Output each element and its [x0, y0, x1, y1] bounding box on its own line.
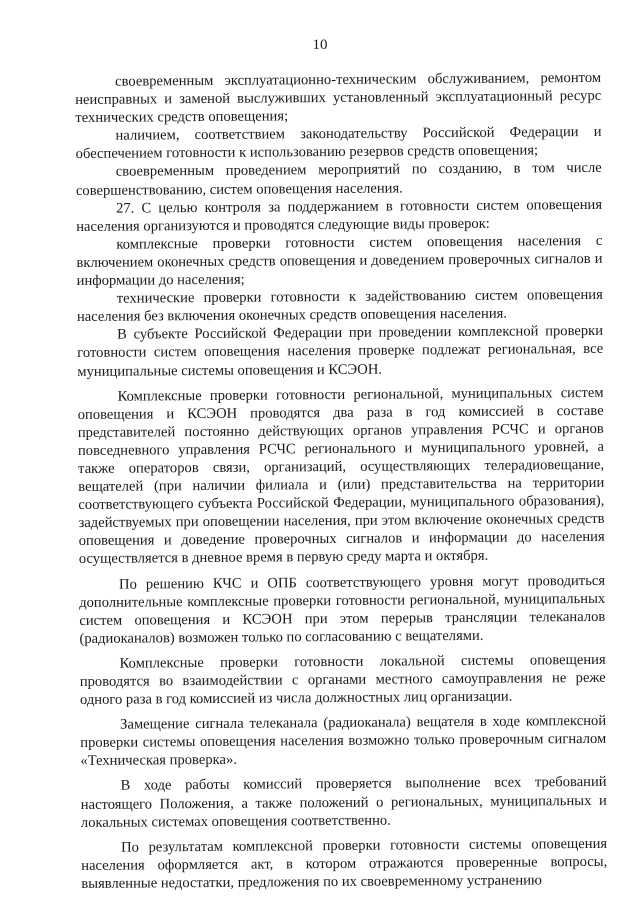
- paragraph-8: Комплексные проверки готовности региональной, муниципальных систем оповещения и КСЭОН проводятся два раза в год комиссией в составе представителей постоянно действующих органов управления РСЧС и органов повседневного управления РСЧС регионального и муниципального уровней, а также операторов связи, организаций, осуществляющих телерадиовещание, вещателей (при наличии филиала и (или) представительства на территории соответствующего субъекта Российской Федерации, муниципального образования), задействуемых при оповещении населения, при этом включение оконечных средств оповещения и доведение проверочных сигналов и информации до населения осуществляется в дневное время в первую среду марта и октября.: [77, 384, 605, 568]
- page-number: 10: [312, 37, 328, 53]
- paragraph-4: 27. С целью контроля за поддержанием в готовности систем оповещения населения организуются и проводятся следующие виды проверок:: [76, 196, 603, 235]
- paragraph-12: В ходе работы комиссий проверяется выполнение всех требований настоящего Положения, а также положений о региональных, муниципальных и локальных системах оповещения соответственно.: [80, 774, 607, 831]
- paragraph-7: В субъекте Российской Федерации при проведении комплексной проверки готовности систем оповещения населения проверке подлежат региональная, все муниципальные системы оповещения и КСЭОН.: [77, 323, 604, 380]
- paragraph-13: По результатам комплексной проверки готовности системы оповещения населения оформляется акт, в котором отражаются проверенные вопросы, выявленные недостатки, предложения по их своевременному устранению: [81, 835, 608, 892]
- paragraph-9: По решению КЧС и ОПБ соответствующего уровня могут проводиться дополнительные комплексные проверки готовности региональной, муниципальных систем оповещения и КСЭОН при этом перерыв трансляции телеканалов (радиоканалов) возможен только по согласованию с вещателями.: [79, 572, 606, 647]
- paragraph-6: технические проверки готовности к задействованию систем оповещения населения без включения оконечных средств оповещения населения.: [76, 286, 603, 326]
- paragraph-5: комплексные проверки готовности систем оповещения населения с включением оконечных средств оповещения и доведением проверочных сигналов и информации до населения;: [76, 232, 603, 290]
- paragraph-11: Замещение сигнала телеканала (радиоканала) вещателя в ходе комплексной проверки системы оповещения населения возможно только проверочным сигналом «Техническая проверка».: [80, 713, 607, 770]
- body-text: [75, 69, 607, 893]
- paragraph-10: Комплексные проверки готовности локальной системы оповещения проводятся во взаимодействии с органами местного самоуправления не реже одного раза в год комиссией из числа должностных лиц организации.: [79, 651, 606, 709]
- paragraph-1: своевременным эксплуатационно-техническим обслуживанием, ремонтом неисправных и заменой выслуживших установленный эксплуатационный ресурс технических средств оповещения;: [75, 69, 602, 127]
- paragraph-3: своевременным проведением мероприятий по созданию, в том числе совершенствованию, систем оповещения населения.: [75, 160, 602, 199]
- paragraph-2: наличием, соответствием законодательству Российской Федерации и обеспечением готовности к использованию резервов средств оповещения;: [75, 124, 602, 163]
